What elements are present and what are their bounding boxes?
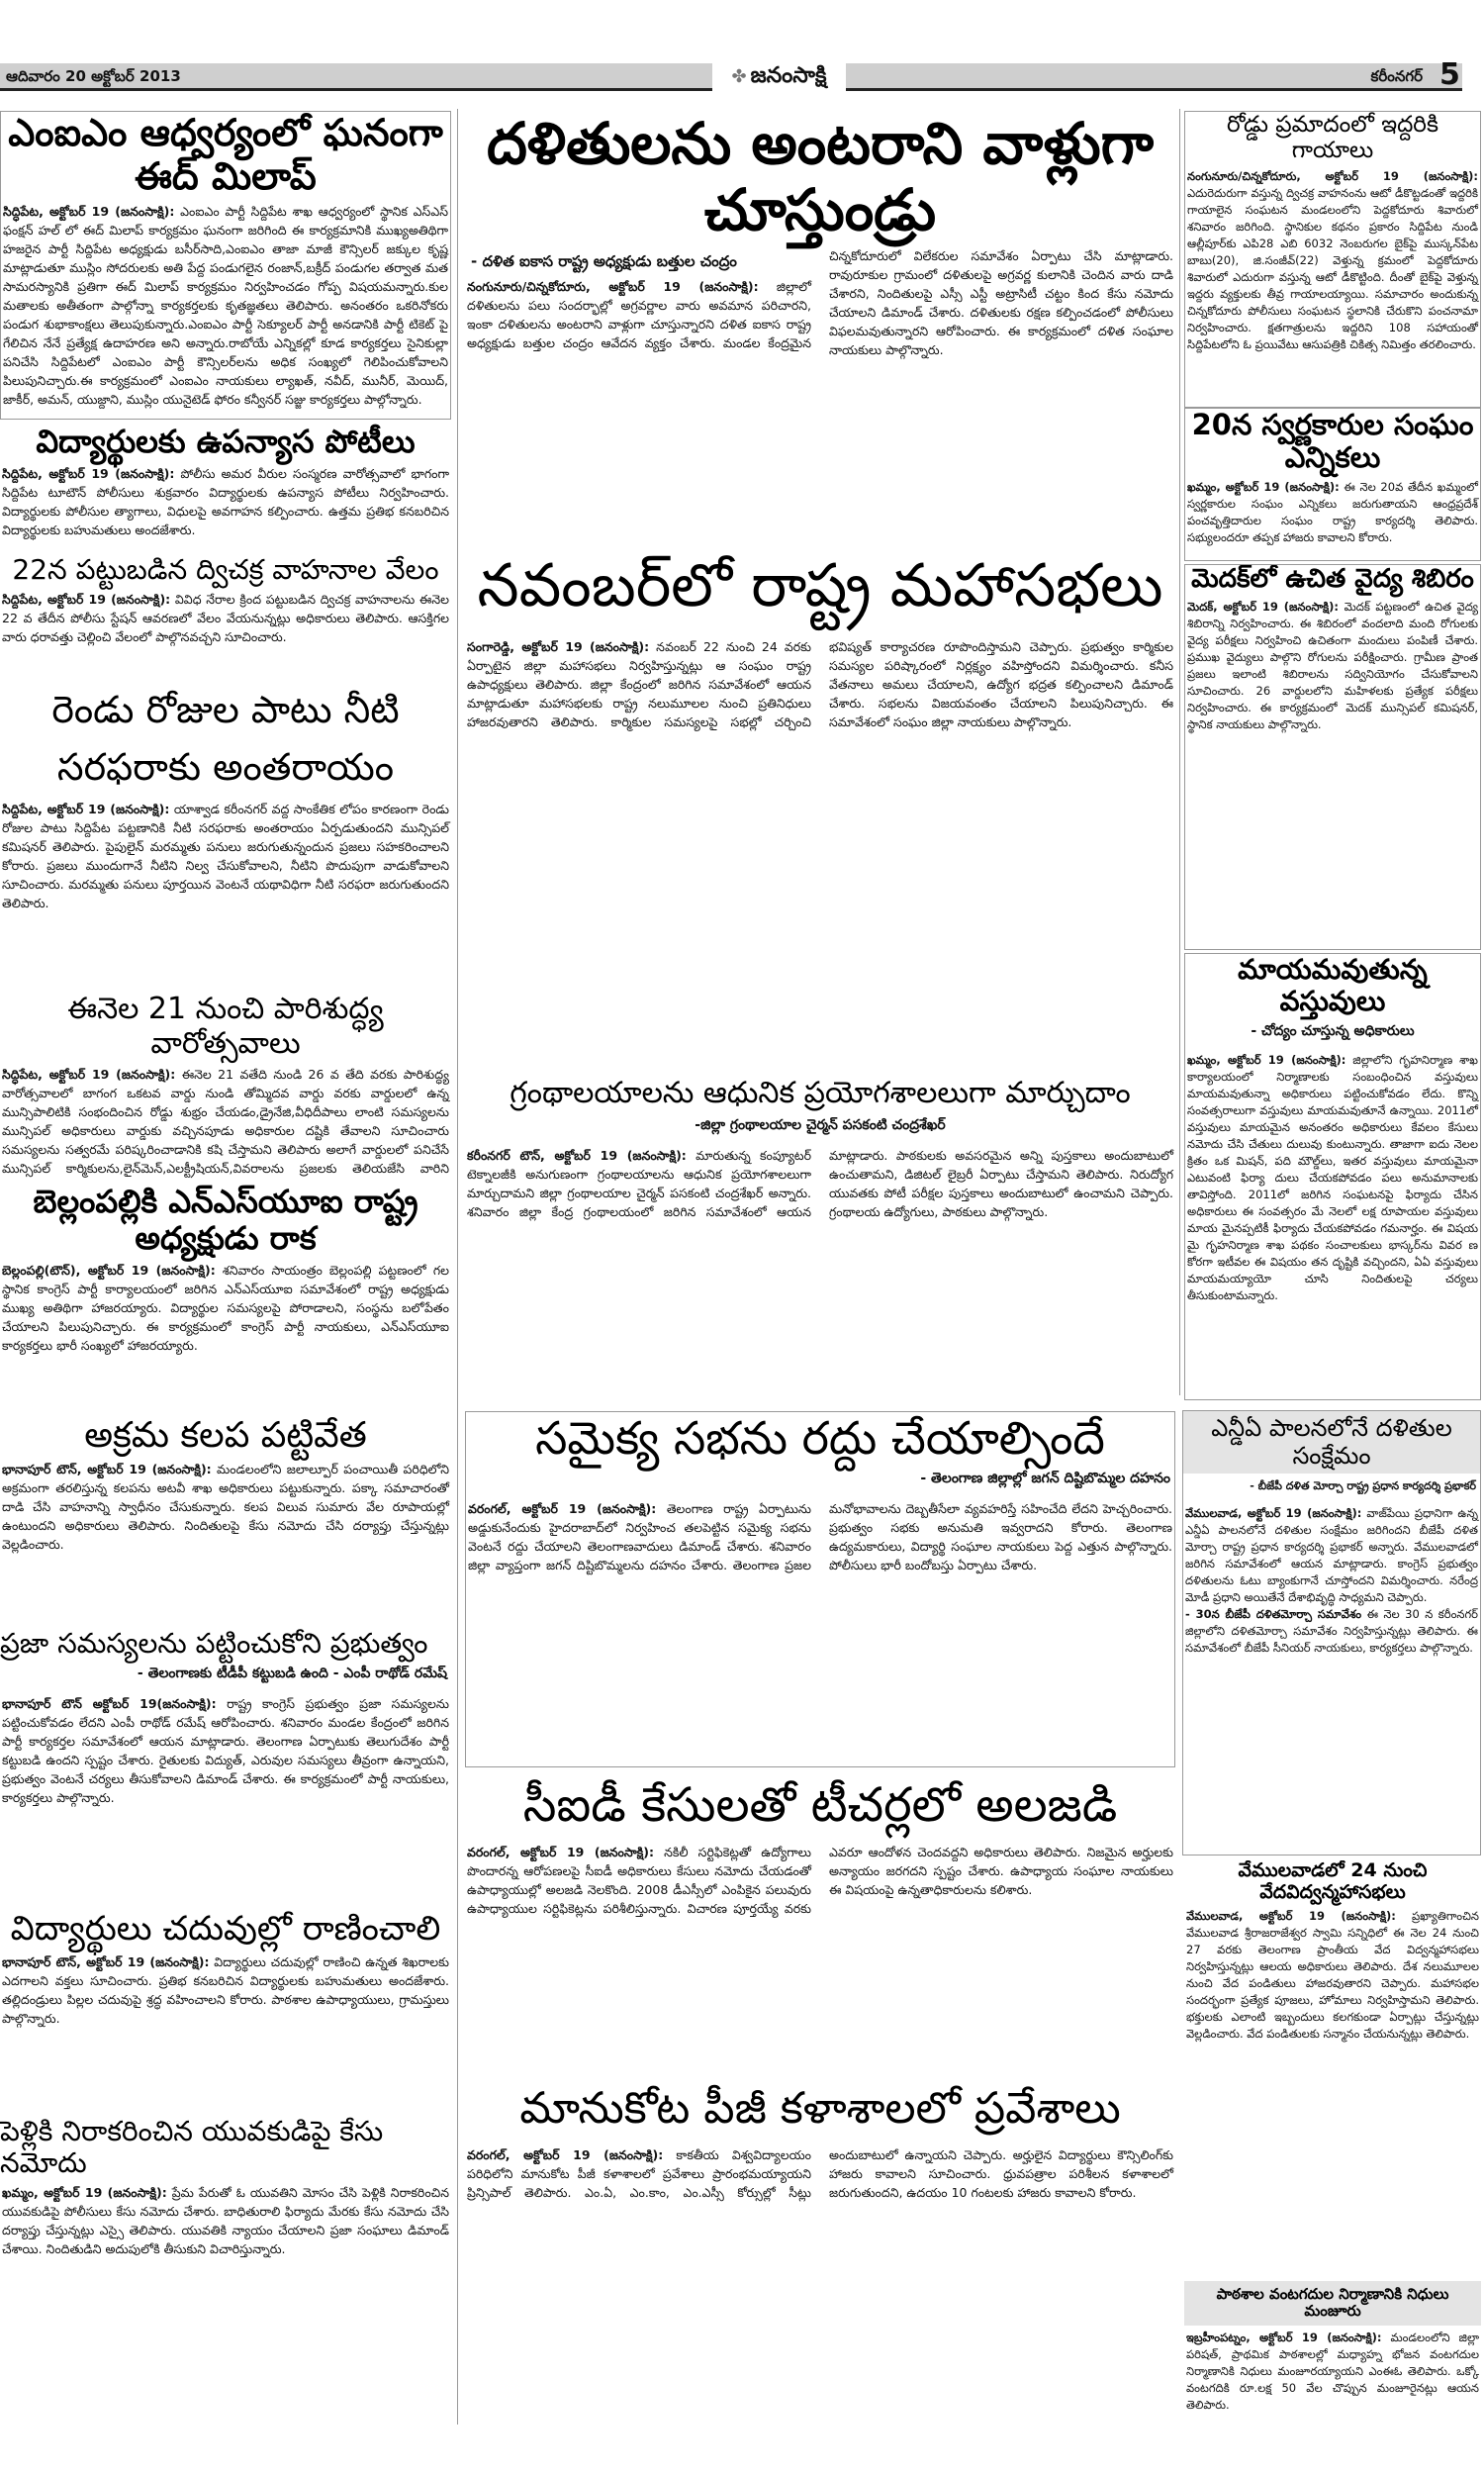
- headline: ఎన్డీఏ పాలనలోనే దళితుల సంక్షేమం: [1183, 1411, 1480, 1474]
- article-marriage-case: [0, 2116, 451, 2423]
- article-text: ఈనెల 21 వతేది నుండి 26 వ తేది వరకు పారిశుద్ధ్య వారోత్సవాలలో బాగంగ ఒకటవ వార్డు నుండి తోమ్మిదవ వార్డు వరకు వార్డులలో ఉన్న మున్సిపాలిటికి సంభందించిన రోడ్డు శుభ్రం చేయడం,డ్రైనేజి,వీధిదీపాలు లాంటి సమస్యలను మున్సిపల్ అధికారులు వార్డుకు వచ్చినపూడు అధికారుల దష్టికి తేవాలని సూచించారు సమస్యలను సత్వరమే పరిష్కరించాడానికి కషి చేస్తామని తెలిపారు అలాగే వార్డులలో పనిచేసే మున్సిపల్ కార్మికులను,లైన్‌మెన్,ఎలక్ట్రీషియన్,వివరాలను ప్రజలకు తెలియజేసి వారిని: [2, 1067, 449, 1176]
- article-text: ప్రేమ పేరుతో ఓ యువతిని మోసం చేసి పెళ్లికి నిరాకరించిన యువకుడిపై పోలీసులు కేసు నమోదు చేశారు. బాధితురాలి ఫిర్యాదు మేరకు కేసు నమోదు చేసి దర్యాప్తు చేస్తున్నట్లు ఎస్సై తెలిపారు. యువతికి న్యాయం చేయాలని ప్రజా సంఘాలు డిమాండ్ చేశాయి. నిందితుడిని అదుపులోకి తీసుకుని విచారిస్తున్నారు.: [2, 2185, 450, 2257]
- article-road-accident: [1184, 111, 1481, 408]
- article-text: జిల్లాలో దళితులను పలు సందర్భాల్లో అగ్రవర్ణాల వారు అవమాన పరిచారని, ఇంకా దళితులను అంటరాని వాళ్లుగా చూస్తున్నారని దళిత ఐకాస రాష్ట్ర అధ్యక్షుడు బత్తుల చంద్రం ఆవేదన వ్యక్తం చేశారు. మండల కేంద్రమైన చిన్నకోదూరులో విలేకరుల సమావేశం ఏర్పాటు చేసి మాట్లాడారు. రావురూకుల గ్రామంలో దళితులపై అగ్రవర్ణ కులానికి చెందిన వారు దాడి చేశారని, నిందితులపై ఎస్సీ ఎస్టీ అట్రాసిటీ చట్టం కింద కేసు నమోదు చేయాలని డిమాండ్ చేశారు. దళితులకు రక్షణ కల్పించడంలో పోలీసులు విఫలమవుతున్నారని ఆరోపించారు. ఈ కార్యక్రమంలో దళిత సంఘాల నాయకులు పాల్గొన్నారు.: [467, 248, 1173, 358]
- dateline: భానాపూర్ టౌన్, అక్టోబర్ 19 (జనంసాక్షి):: [2, 1462, 212, 1477]
- headline: పాఠశాల వంటగదుల నిర్మాణానికి నిధులు మంజూరు: [1184, 2281, 1481, 2326]
- headline: 22న పట్టుబడిన ద్విచక్ర వాహనాల వేలం: [12, 554, 439, 586]
- headline: బెల్లంపల్లికి ఎన్‌ఎస్‌యూఐ రాష్ట్ర అధ్యక్షుడు రాక: [33, 1184, 418, 1257]
- article-text: మారుతున్న కంప్యూటర్ టెక్నాలజీకి అనుగుణంగా గ్రంథాలయాలను ఆధునిక ప్రయోగశాలలుగా మార్చుదామని జిల్లా గ్రంథాలయాల చైర్మన్ పసకంటి చంద్రశేఖర్ అన్నారు. శనివారం జిల్లా కేంద్ర గ్రంథాలయంలో జరిగిన సమావేశంలో ఆయన మాట్లాడారు. పాఠకులకు అవసరమైన అన్ని పుస్తకాలు అందుబాటులో ఉంచుతామని, డిజిటల్ లైబ్రరీ ఏర్పాటు చేస్తామని తెలిపారు. నిరుద్యోగ యువతకు పోటీ పరీక్షల పుస్తకాలు అందుబాటులో ఉంచామని చెప్పారు. గ్రంథాలయ ఉద్యోగులు, పాఠకులు పాల్గొన్నారు.: [467, 1147, 1173, 1219]
- article-nsui-visit: [0, 1184, 451, 1411]
- subheadline: - తెలంగాణకు టీడీపీ కట్టుబడి ఉంది - ఎంపీ రాథోడ్ రమేష్: [137, 1665, 447, 1682]
- headline: మెదక్‌లో ఉచిత వైద్య శిబిరం: [1191, 564, 1474, 594]
- dateline: నంగునూరు/చిన్నకోదూరు, అక్టోబర్ 19 (జనంసాక్షి):: [467, 279, 759, 295]
- headline: 20న స్వర్ణకారుల సంఘం ఎన్నికలు: [1191, 408, 1474, 475]
- article-text: ఈ నెల 30 న కరీంనగర్ జిల్లాలోని దళితమోర్చా సమావేశం నిర్వహిస్తున్నట్లు తెలిపారు. ఈ సమావేశంలో బీజేపీ సీనియర్ నాయకులు, కార్యకర్తలు పాల్గొన్నారు.: [1185, 1607, 1478, 1656]
- article-text: మండలంలోని జలాల్పూర్ పంచాయితీ పరిధిలోని అక్రమంగా తరలిస్తున్న కలపను అటవీ శాఖ అధికారులు పట్టుకున్నారు. పక్కా సమాచారంతో దాడి చేసి వాహనాన్ని స్వాధీనం చేసుకున్నారు. కలప విలువ సుమారు వేల రూపాయల్లో ఉంటుందని అధికారులు తెలిపారు. నిందితులపై కేసు నమోదు చేసి దర్యాప్తు చేస్తున్నట్లు వెల్లడించారు.: [2, 1462, 449, 1553]
- dateline: వరంగల్, అక్టోబర్ 19 (జనంసాక్షి):: [467, 2147, 664, 2162]
- dateline: ఖమ్మం, అక్టోబర్ 19 (జనంసాక్షి):: [2, 2185, 167, 2201]
- article-text: వాజ్‌పేయి ప్రధానిగా ఉన్న ఎన్డీఏ పాలనలోనే దళితుల సంక్షేమం జరిగిందని బీజేపీ దళిత మోర్చా రాష్ట్ర ప్రధాన కార్యదర్శి ప్రభాకర్ అన్నారు. వేములవాడలో జరిగిన సమావేశంలో ఆయన మాట్లాడారు. కాంగ్రెస్ ప్రభుత్వం దళితులను ఓటు బ్యాంకుగానే చూస్తోందని విమర్శించారు. నరేంద్ర మోడీ ప్రధాని అయితేనే దేశాభివృద్ధి సాధ్యమని చెప్పారు.: [1185, 1506, 1478, 1605]
- dateline: సిద్దిపేట, అక్టోబర్ 19 (జనంసాక్షి):: [2, 465, 175, 481]
- article-goldsmith-elections: [1184, 408, 1481, 561]
- article-sanitation-week: [0, 993, 451, 1181]
- article-essay-contest: [0, 424, 451, 552]
- edition-city: కరీంనగర్: [1370, 67, 1423, 85]
- subheadline: - చోద్యం చూస్తున్న అధికారులు: [1251, 1023, 1415, 1040]
- article-timber-seizure: [0, 1415, 451, 1623]
- subheadline: - బీజేపీ దళిత మోర్చా రాష్ట్ర ప్రధాన కార్యదర్శి ప్రభాకర్: [1250, 1479, 1476, 1493]
- dateline: వరంగల్, అక్టోబర్ 19 (జనంసాక్షి):: [468, 1500, 657, 1516]
- article-school-kitchens: [1184, 2281, 1481, 2425]
- headline: మానుకోట పీజీ కళాశాలలో ప్రవేశాలు: [519, 2083, 1121, 2134]
- dateline: ఖమ్మం, అక్టోబర్ 19 (జనంసాక్షి):: [1187, 479, 1340, 494]
- page-header: [0, 63, 1462, 91]
- article-veda-sabhas: [1184, 1860, 1481, 2276]
- headline: రెండు రోజుల పాటు నీటి సరఫరాకు అంతరాయం: [51, 688, 400, 789]
- headline: మాయమవుతున్న వస్తువులు: [1238, 953, 1428, 1018]
- dateline: బెల్లంపల్లి(టౌన్), అక్టోబర్ 19 (జనంసాక్షి):: [2, 1262, 216, 1278]
- article-text: నవంబర్ 22 నుంచి 24 వరకు ఏర్పాటైన జిల్లా మహాసభలు నిర్వహిస్తున్నట్లు ఆ సంఘం రాష్ట్ర ఉపాధ్యక్షులు తెలిపారు. జిల్లా కేంద్రంలో జరిగిన సమావేశంలో ఆయన మాట్లాడుతూ మహాసభలకు రాష్ట్ర నలుమూలల నుంచి ప్రతినిధులు హాజరవుతారని తెలిపారు. కార్మికుల సమస్యలపై సభల్లో చర్చించి భవిష్యత్ కార్యాచరణ రూపొందిస్తామని చెప్పారు. ప్రభుత్వం కార్మికుల సమస్యల పరిష్కారంలో నిర్లక్ష్యం వహిస్తోందని విమర్శించారు. కనీస వేతనాలు అమలు చేయాలని, ఉద్యోగ భద్రత కల్పించాలని డిమాండ్ చేశారు. సభలను విజయవంతం చేయాలని పిలుపునిచ్చారు. ఈ సమావేశంలో సంఘం జిల్లా నాయకులు పాల్గొన్నారు.: [467, 639, 1173, 729]
- dateline: వేములవాడ, అక్టోబర్ 19 (జనంసాక్షి):: [1186, 1908, 1396, 1923]
- page-number: 5: [1439, 57, 1460, 92]
- headline: విద్యార్థులకు ఉపన్యాస పోటీలు: [36, 424, 416, 460]
- article-text: మండలంలోని జిల్లా పరిషత్, ప్రాథమిక పాఠశాలల్లో మధ్యాహ్న భోజన వంటగదుల నిర్మాణానికి నిధులు మంజూరయ్యాయని ఎంఈఓ తెలిపారు. ఒక్కో వంటగదికి రూ.లక్ష 50 వేల చొప్పున మంజూరైనట్లు ఆయన తెలిపారు.: [1186, 2330, 1479, 2412]
- inline-subhead: - 30న బీజేపీ దళితమోర్చా సమావేశం: [1185, 1607, 1362, 1622]
- article-text: కాకతీయ విశ్వవిద్యాలయం పరిధిలోని మానుకోట పీజీ కళాశాలలో ప్రవేశాలు ప్రారంభమయ్యాయని ప్రిన్సిపాల్ తెలిపారు. ఎం.ఏ, ఎం.కాం, ఎం.ఎస్సీ కోర్సుల్లో సీట్లు అందుబాటులో ఉన్నాయని చెప్పారు. అర్హులైన విద్యార్థులు కౌన్సిలింగ్‌కు హాజరు కావాలని సూచించారు. ధ్రువపత్రాల పరిశీలన కళాశాలలో జరుగుతుందని, ఉదయం 10 గంటలకు హాజరు కావాలని కోరారు.: [467, 2147, 1173, 2200]
- article-tdp-mp: [0, 1628, 451, 1905]
- article-text: శనివారం సాయంత్రం బెల్లంపల్లి పట్టణంలో గల స్థానిక కాంగ్రెస్ పార్టీ కార్యాలయంలో జరిగిన ఎన్‌ఎస్‌యూఐ సమావేశంలో రాష్ట్ర అధ్యక్షుడు ముఖ్య అతిథిగా హాజరయ్యారు. విద్యార్థుల సమస్యలపై పోరాడాలని, సంస్థను బలోపేతం చేయాలని పిలుపునిచ్చారు. ఈ కార్యక్రమంలో కాంగ్రెస్ పార్టీ నాయకులు, ఎన్‌ఎస్‌యూఐ కార్యకర్తలు భారీ సంఖ్యలో హాజరయ్యారు.: [2, 1262, 449, 1353]
- article-text: రాష్ట్ర కాంగ్రెస్ ప్రభుత్వం ప్రజా సమస్యలను పట్టించుకోవడం లేదని ఎంపీ రాథోడ్ రమేష్ ఆరోపించారు. శనివారం మండల కేంద్రంలో జరిగిన పార్టీ కార్యకర్తల సమావేశంలో ఆయన మాట్లాడారు. తెలంగాణ ఏర్పాటుకు తెలుగుదేశం పార్టీ కట్టుబడి ఉందని స్పష్టం చేశారు. రైతులకు విద్యుత్, ఎరువుల సమస్యలు తీవ్రంగా ఉన్నాయని, ప్రభుత్వం వెంటనే చర్యలు తీసుకోవాలని డిమాండ్ చేశారు. ఈ కార్యక్రమంలో పార్టీ నాయకులు, కార్యకర్తలు పాల్గొన్నారు.: [2, 1696, 449, 1806]
- subheadline: - తెలంగాణ జిల్లాల్లో జగన్ దిష్టిబొమ్మల దహనం: [920, 1470, 1170, 1486]
- article-vehicle-auction: [0, 554, 451, 678]
- column-divider: [1179, 109, 1180, 1395]
- dateline: వరంగల్, అక్టోబర్ 19 (జనంసాక్షి):: [467, 1845, 654, 1859]
- headline: గ్రంథాలయాలను ఆధునిక ప్రయోగశాలలుగా మార్చుదాం: [510, 1077, 1131, 1110]
- dateline: సిద్ధిపేట, అక్టోబర్ 19 (జనంసాక్షి):: [3, 204, 175, 220]
- article-libraries: [465, 1077, 1175, 1408]
- article-missing-items: [1184, 953, 1481, 1400]
- article-text: తెలంగాణ రాష్ట్ర ఏర్పాటును అడ్డుకునేందుకు హైదరాబాద్‌లో నిర్వహించ తలపెట్టిన సమైక్య సభను వెంటనే రద్దు చేయాలని తెలంగాణవాదులు డిమాండ్ చేశారు. శనివారం జిల్లా వ్యాప్తంగా జగన్ దిష్టిబొమ్మలను దహనం చేశారు. తెలంగాణ ప్రజల మనోభావాలను దెబ్బతీసేలా వ్యవహరిస్తే సహించేది లేదని హెచ్చరించారు. ప్రభుత్వం సభకు అనుమతి ఇవ్వరాదని కోరారు. తెలంగాణ ఉద్యమకారులు, విద్యార్థి సంఘాల నాయకులు పెద్ద ఎత్తున పాల్గొన్నారు. పోలీసులు భారీ బందోబస్తు ఏర్పాటు చేశారు.: [468, 1500, 1172, 1572]
- logo-text: జనంసాక్షి: [750, 63, 827, 88]
- headline: విద్యార్థులు చదువుల్లో రాణించాలి: [10, 1910, 441, 1949]
- dateline: వేములవాడ, అక్టోబర్ 19 (జనంసాక్షి):: [1185, 1506, 1362, 1521]
- article-nda-dalit-welfare: [1182, 1410, 1481, 1856]
- article-students-excel: [0, 1910, 451, 2113]
- article-pg-admissions: [465, 2076, 1175, 2423]
- article-text: జిల్లాలోని గృహనిర్మాణ శాఖ కార్యాలయంలో నిర్మాణాలకు సంబంధించిన వస్తువులు మాయమవుతున్నా అధికారులు పట్టించుకోవడం లేదు. కొన్ని సంవత్సరాలుగా వస్తువులు మాయమవుతూనే ఉన్నాయి. 2011లో వస్తువులు మాయమైన అనంతరం అధికారులు కేవలం కేసులు నమోదు చేసి చేతులు దులువు కుంటున్నారు. తాజాగా ఐదు నెలల క్రితం ఒక మిషన్, పది మౌల్డ్‌లు, ఇతర వస్తువులు మాయమైనా ఎటువంటి ఫిర్యా దులు చేయకపోవడం పలు అనుమానాలకు తావిస్తోంది. 2011లో జరిగిన సంఘటనపై ఫిర్యాదు చేసిన అధికారులు ఈ సంవత్సరం మే నెలలో లక్ష రూపాయల వస్తువులు మాయ మైనప్పటికీ ఫిర్యాదు చేయకపోవడం గమనార్హం. ఈ విషయ మై గృహనిర్మాణ శాఖ పథకం సంచాలకులు భాస్కర్‌ను వివర ణ కోరగా ఇటీవల ఈ విషయం తన దృష్టికి వచ్చిందని, ఏఏ వస్తువులు మాయమయ్యాయో చూసి నిందితులపై చర్యలు తీసుకుంటామన్నారు.: [1187, 1053, 1478, 1303]
- headline: అక్రమ కలప పట్టివేత: [84, 1415, 367, 1456]
- dateline: ఇబ్రహీంపట్నం, అక్టోబర్ 19 (జనంసాక్షి):: [1186, 2330, 1382, 2344]
- headline: సమైక్య సభను రద్దు చేయాల్సిందే: [535, 1411, 1105, 1465]
- article-medical-camp: [1184, 564, 1481, 950]
- headline: ఈనెల 21 నుంచి పారిశుద్ధ్య వారోత్సవాలు: [67, 993, 384, 1061]
- article-cid-teachers: [465, 1771, 1175, 2073]
- newspaper-logo[interactable]: [712, 57, 846, 95]
- headline: పెళ్లికి నిరాకరించిన యువకుడిపై కేసు నమోదు: [0, 2116, 384, 2180]
- article-text: యాశ్వాడ కరీంనగర్ వద్ద సాంకేతిక లోపం కారణంగా రెండు రోజుల పాటు సిద్దిపేట పట్టణానికి నీటి సరఫరాకు అంతరాయం ఏర్పడుతుందని మున్సిపల్ కమిషనర్ తెలిపారు. పైపులైన్ మరమ్మతు పనులు జరుగుతున్నందున ప్రజలు సహకరించాలని కోరారు. ప్రజలు ముందుగానే నీటిని నిల్వ చేసుకోవాలని, నీటిని పొదుపుగా వాడుకోవాలని సూచించారు. మరమ్మతు పనులు పూర్తయిన వెంటనే యథావిధిగా నీటి సరఫరా జరుగుతుందని తెలిపారు.: [2, 802, 449, 910]
- issue-date: ఆదివారం 20 అక్టోబర్ 2013: [6, 67, 181, 85]
- article-text: నకిలీ సర్టిఫికెట్లతో ఉద్యోగాలు పొందారన్న ఆరోపణలపై సీఐడీ అధికారులు కేసులు నమోదు చేయడంతో ఉపాధ్యాయుల్లో అలజడి నెలకొంది. 2008 డీఎస్సీలో ఎంపికైన పలువురు ఉపాధ్యాయుల సర్టిఫికెట్లను పరిశీలిస్తున్నారు. విచారణ పూర్తయ్యే వరకు ఎవరూ ఆందోళన చెందవద్దని అధికారులు తెలిపారు. నిజమైన అర్హులకు అన్యాయం జరగదని స్పష్టం చేశారు. ఉపాధ్యాయ సంఘాల నాయకులు ఈ విషయంపై ఉన్నతాధికారులను కలిశారు.: [467, 1845, 1173, 1916]
- article-text: ఎంఐఎం పార్టీ సిద్దిపేట శాఖ ఆధ్వర్యంలో స్థానిక ఎస్ఎస్ ఫంక్షన్ హల్ లో ఈద్ మిలాప్ కార్యక్రమం ఘనంగా జరిగింది ఈ కార్యక్రమానికి ముఖ్యఅతిథిగా హజరైన పార్టీ సిద్దిపేట అధ్యక్షుడు బసీర్‌సాది,ఎంఐఎం తాజా మాజీ కౌన్సిలర్ జక్కుల కృష్ణ మాట్లాడుతూ ముస్లిం సోదరులకు అతి పేద్ద పండుగలైన రంజాన్,బక్రీద్ పండుగల తర్వాత మత సామరస్యానికి ప్రతిగా ఈద్ మిలాప్ కార్యక్రమం నిర్వహించడం గోప్ప విషయమన్నారు.కుల మతాలకు అతీతంగా పాల్గోన్నా కార్యకర్తలకు కృతజ్ఞతలు తెలిపారు. అనంతరం ఒకరినోకరు పండుగ శుభాకాంక్షలు తెలుపుకున్నారు.ఎంఐఎం పార్టీ సెక్యూలర్ పార్టీ అనడానికి పార్టీ టికెట్ పై గేలిచిన నేనే ప్రత్యేక్ష ఉదాహరణ అని అన్నారు.రాబోయే ఎన్నికల్లో కూడ కార్యకర్తలు సైనికుల్లా పనిచేసి సిద్దిపేటలో ఎంఐఎం పార్టీ కౌన్సిలర్‌లను అధిక సంఖ్యలో గెలిపించుకోవాలని పిలుపునిచ్చారు.ఈ కార్యక్రమంలో ఎంఐఎం నాయకులు ల్యాఖత్, నవీద్, మునీర్, మెయిద్, జాకీర్, అమన్, యుజ్దాని, ముస్లిం యునైటెడ్ ఫోరం కన్వీనర్ సజ్జు కార్యకర్తలు పాల్గోన్నారు.: [3, 204, 448, 408]
- article-text: ఎదురెదురుగా వస్తున్న ద్విచక్ర వాహనంను ఆటో డీకొట్టడంతో ఇద్దరికి గాయాలైన సంఘటన మండలంలోని పెద్దకోదూరు శివారులో శనివారం జరిగింది. స్థానికుల కథనం ప్రకారం సిద్దిపేట నుండి ఆల్లీపూర్‌కు ఎపి28 ఎబి 6032 నెంబరుగల బైక్‌పై ముస్కన్‌పేట బాబు(20), జి.సంజీవ్(22) వెళ్తున్న క్రమంలో పెద్దకోదూరు శివారులో ఎదురుగా వస్తున్న ఆటో డీకొట్టింది. దీంతో బైక్‌పై వెళ్తున్న ఇద్దరు వ్యక్తులకు తీవ్ర గాయాలయ్యాయి. సమాచారం అందుకున్న చిన్నకోదూరు పోలీసులు సంఘటన స్థలానికి చేరుకొని పంచనామా నిర్వహించారు. క్షతగాత్రులను ఇద్దరిని 108 సహాయంతో సిద్దిపేటలోని ఓ ప్రయివేటు ఆసుపత్రికి చికిత్స నిమిత్తం తరలించారు.: [1187, 185, 1478, 351]
- headline: ప్రజా సమస్యలను పట్టించుకోని ప్రభుత్వం: [0, 1628, 428, 1660]
- article-text: పోలీసు అమర వీరుల సంస్మరణ వారోత్సవాలో భాగంగా సిద్దిపేట టూటౌన్ పోలీసులు శుక్రవారం విద్యార్థులకు ఉపన్యాస పోటీలు నిర్వహించారు. విద్యార్థులకు పోలీసుల త్యాగాలు, విధులపై అవగాహన కల్పించారు. ఉత్తమ ప్రతిభ కనబరిచిన విద్యార్థులకు బహుమతులు అందజేశారు.: [2, 465, 449, 537]
- dateline: కరీంనగర్ టౌన్, అక్టోబర్ 19 (జనంసాక్షి):: [467, 1147, 687, 1163]
- dateline: మెదక్, అక్టోబర్ 19 (జనంసాక్షి):: [1187, 599, 1340, 614]
- dateline: సిద్దిపేట, అక్టోబర్ 19 (జనంసాక్షి):: [2, 592, 171, 608]
- article-state-conference: [465, 539, 1175, 1074]
- article-text: విద్యార్థులు చదువుల్లో రాణించి ఉన్నత శిఖరాలకు ఎదగాలని వక్తలు సూచించారు. ప్రతిభ కనబరిచిన విద్యార్థులకు బహుమతులు అందజేశారు. తల్లిదండ్రులు పిల్లల చదువుపై శ్రద్ధ వహించాలని కోరారు. పాఠశాల ఉపాధ్యాయులు, గ్రామస్తులు పాల్గొన్నారు.: [2, 1954, 449, 2027]
- subheadline: -జిల్లా గ్రంథాలయాల చైర్మన్ పసకంటి చంద్రశేఖర్: [695, 1116, 946, 1133]
- dateline: సంగారెడ్డి, అక్టోబర్ 19 (జనంసాక్షి):: [467, 639, 650, 654]
- headline: సీఐడీ కేసులతో టీచర్లలో అలజడి: [522, 1777, 1118, 1833]
- article-dalits-untouchables: [465, 111, 1175, 536]
- headline: నవంబర్‌లో రాష్ట్ర మహాసభలు: [477, 551, 1163, 620]
- subheadline: - దళిత ఐకాస రాష్ట్ర అధ్యక్షుడు బత్తుల చంద్రం: [471, 252, 737, 271]
- dateline: సిద్దిపేట, అక్టోబర్ 19 (జనంసాక్షి):: [2, 802, 170, 816]
- article-text: మెదక్ పట్టణంలో ఉచిత వైద్య శిబిరాన్ని నిర్వహించారు. ఈ శిబిరంలో వందలాది మంది రోగులకు వైద్య పరీక్షలు నిర్వహించి ఉచితంగా మందులు పంపిణీ చేశారు. ప్రముఖ వైద్యులు పాల్గొని రోగులను పరీక్షించారు. గ్రామీణ ప్రాంత ప్రజలు ఇలాంటి శిబిరాలను సద్వినియోగం చేసుకోవాలని సూచించారు. 26 వార్డులలోని మహిళలకు ప్రత్యేక పరీక్షలు నిర్వహించారు. ఈ కార్యక్రమంలో మెదక్ మున్సిపల్ కమిషనర్, స్థానిక నాయకులు పాల్గొన్నారు.: [1187, 599, 1479, 731]
- dateline: సిద్ధిపేట, అక్టోబర్ 19 (జనంసాక్షి):: [2, 1067, 176, 1082]
- article-samaikya-sabha: [465, 1411, 1175, 1767]
- article-water-supply: [0, 681, 451, 988]
- dateline: ఖమ్మం, అక్టోబర్ 19 (జనంసాక్షి):: [1187, 1053, 1346, 1068]
- headline: రోడ్డు ప్రమాదంలో ఇద్దరికి గాయాలు: [1227, 112, 1438, 164]
- article-text: వివిధ నేరాల క్రింద పట్టుబడిన ద్విచక్ర వాహనాలను ఈనెల 22 వ తేదీన పోలీసు స్టేషన్ ఆవరణలో వేలం వేయనున్నట్లు అధికారులు తెలిపారు. ఆసక్తిగల వారు ధరావత్తు చెల్లించి వేలంలో పాల్గొనవచ్చని సూచించారు.: [2, 592, 449, 645]
- headline: ఎంఐఎం ఆధ్వర్యంలో ఘనంగా ఈద్ మిలాప్: [8, 111, 443, 198]
- dateline: నంగునూరు/చిన్నకోదూరు, అక్టోబర్ 19 (జనంసాక్షి):: [1187, 168, 1478, 183]
- logo-emblem-icon: ✤: [731, 66, 747, 87]
- article-eid-milap: [0, 111, 451, 420]
- article-text: ఈ నెల 20వ తేదీన ఖమ్మంలో స్వర్ణకారుల సంఘం ఎన్నికలు జరుగుతాయని ఆంధ్రప్రదేశ్ పంచవృత్తిదారుల సంఘం రాష్ట్ర కార్యదర్శి తెలిపారు. సభ్యులందరూ తప్పక హాజరు కావాలని కోరారు.: [1187, 479, 1478, 544]
- column-divider: [457, 109, 458, 2425]
- dateline: భానాపూర్ టౌన్ అక్టోబర్ 19(జనంసాక్షి):: [2, 1696, 217, 1712]
- headline: వేములవాడలో 24 నుంచి వేదవిద్వన్మహాసభలు: [1238, 1860, 1428, 1903]
- article-text: ప్రఖ్యాతిగాంచిన వేములవాడ శ్రీరాజరాజేశ్వర స్వామి సన్నిధిలో ఈ నెల 24 నుంచి 27 వరకు తెలంగాణ ప్రాంతీయ వేద విద్వన్మహాసభలు నిర్వహిస్తున్నట్లు ఆలయ అధికారులు తెలిపారు. దేశ నలుమూలల నుంచి వేద పండితులు హాజరవుతారని చెప్పారు. మహాసభల సందర్భంగా ప్రత్యేక పూజలు, హోమాలు నిర్వహిస్తామని తెలిపారు. భక్తులకు ఎలాంటి ఇబ్బందులు కలగకుండా ఏర్పాట్లు చేస్తున్నట్లు వెల్లడించారు. వేద పండితులకు సన్మానం చేయనున్నట్లు తెలిపారు.: [1186, 1908, 1479, 2041]
- headline: దళితులను అంటరాని వాళ్లుగా చూస్తుండ్రు: [486, 111, 1155, 243]
- dateline: భానాపూర్ టౌన్, అక్టోబర్ 19 (జనంసాక్షి):: [2, 1954, 210, 1970]
